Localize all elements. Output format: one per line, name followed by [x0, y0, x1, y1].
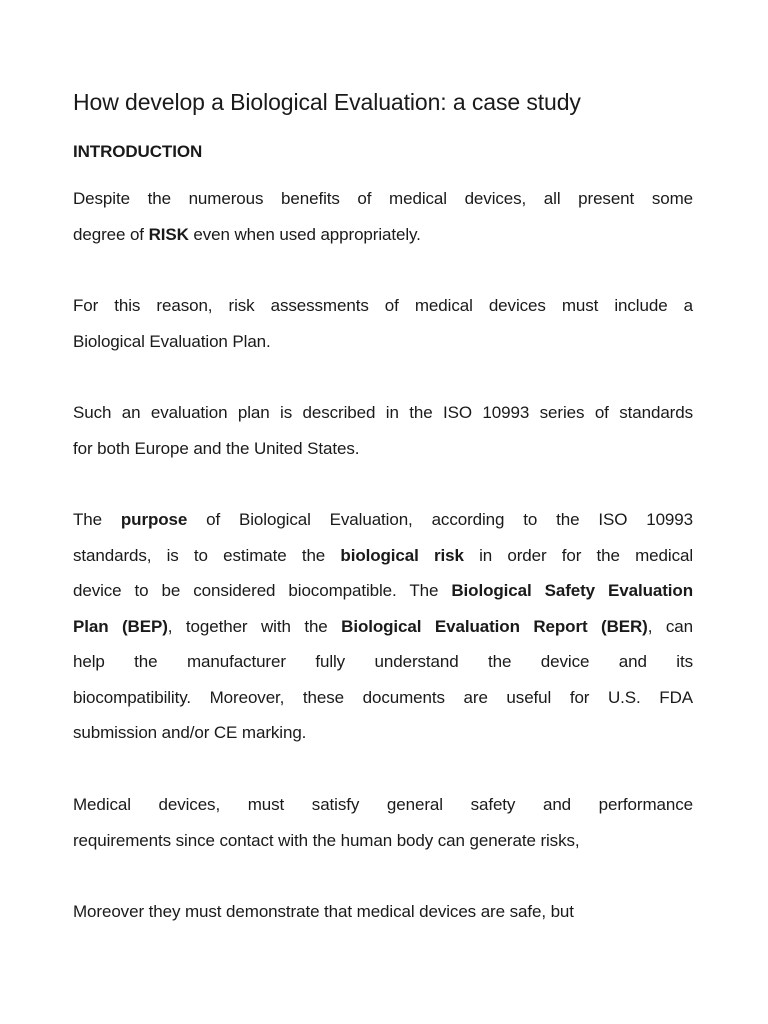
bold-text-run: RISK: [148, 224, 189, 244]
text-run: device to be considered biocompatible. The: [73, 581, 452, 600]
paragraph-line: for both Europe and the United States.: [73, 438, 360, 458]
paragraph-line: requirements since contact with the human body can generate risks,: [73, 830, 580, 850]
bold-text-run: purpose: [120, 510, 188, 529]
paragraph-line: Biological Evaluation Plan.: [73, 331, 271, 351]
text-run: even when used appropriately.: [188, 224, 421, 244]
paragraph-line: biocompatibility. Moreover, these documents are useful for U.S. FDA: [73, 687, 693, 707]
paragraph-iso-standards: [73, 395, 693, 466]
text-run: standards, is to estimate the: [73, 545, 341, 565]
paragraph-line: submission and/or CE marking.: [73, 723, 307, 742]
text-run: degree of: [73, 224, 149, 244]
paragraph-risk: [73, 181, 693, 252]
paragraph-demonstrate-safety: [73, 894, 693, 930]
paragraph-line: [73, 217, 693, 253]
text-run: of Biological Evaluation, according to the ISO 10993: [187, 510, 693, 529]
section-heading: INTRODUCTION: [73, 142, 203, 161]
text-run: The: [73, 510, 121, 529]
paragraph-safety-requirements: [73, 787, 693, 858]
paragraph-line: Moreover they must demonstrate that medical devices are safe, but: [73, 902, 574, 921]
text-run: , can: [647, 616, 693, 636]
bold-text-run: Plan (BEP): [73, 616, 168, 636]
bold-text-run: Biological Safety Evaluation: [451, 581, 693, 600]
bold-text-run: biological risk: [340, 545, 464, 565]
paragraph-line: Such an evaluation plan is described in the ISO 10993 series of standards: [73, 403, 693, 422]
paragraph-line: [73, 573, 693, 609]
text-run: , together with the: [167, 616, 342, 636]
paragraph-line: Despite the numerous benefits of medical devices, all present some: [73, 189, 693, 208]
paragraph-line: [73, 609, 693, 645]
paragraph-line: [73, 502, 693, 538]
paragraph-purpose: [73, 502, 693, 751]
paragraph-line: [73, 538, 693, 574]
paragraph-line: help the manufacturer fully understand the device and its: [73, 652, 693, 671]
paragraph-line: For this reason, risk assessments of medical devices must include a: [73, 296, 693, 315]
bold-text-run: Biological Evaluation Report (BER): [341, 616, 648, 636]
document-title: How develop a Biological Evaluation: a case study: [73, 89, 581, 115]
paragraph-risk-assessment: [73, 288, 693, 359]
text-run: in order for the medical: [463, 545, 693, 565]
paragraph-line: Medical devices, must satisfy general safety and performance: [73, 795, 693, 814]
